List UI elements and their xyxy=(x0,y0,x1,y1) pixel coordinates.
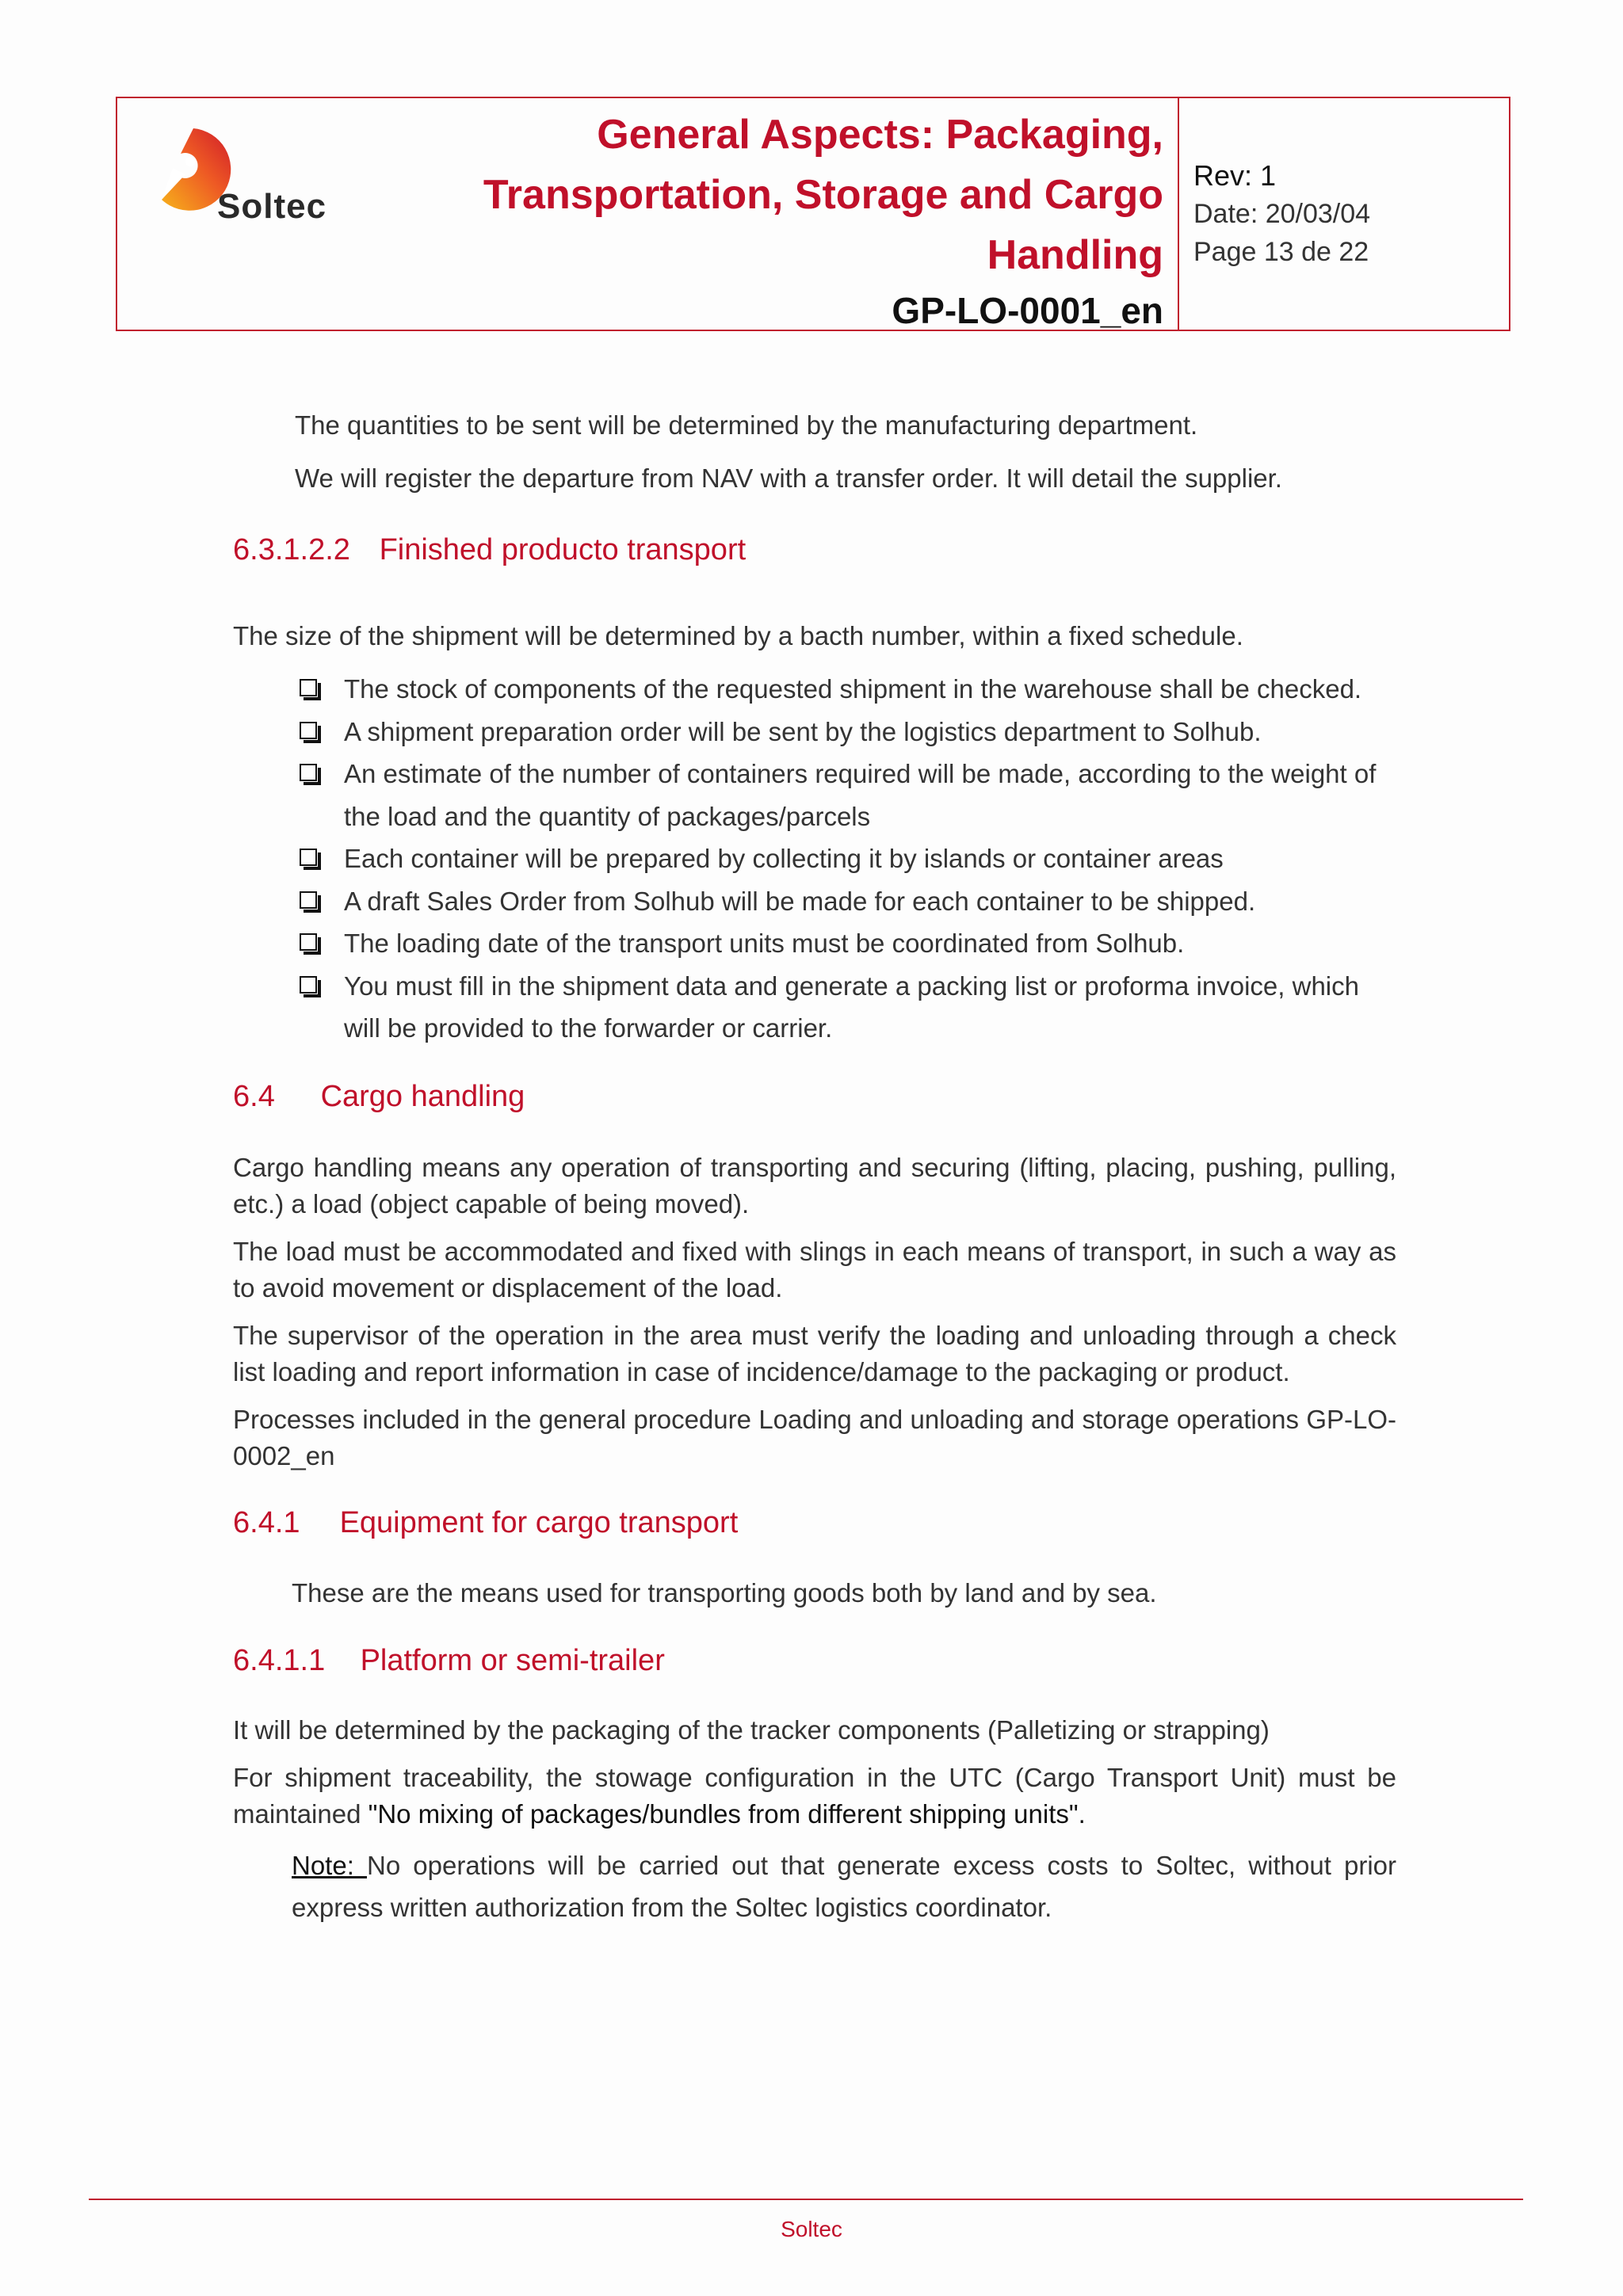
heading-6-4-1-1 xyxy=(233,1640,665,1681)
title-line-3: Handling xyxy=(987,232,1163,278)
heading-text: Platform or semi-trailer xyxy=(360,1644,665,1677)
paragraph: It will be determined by the packaging of the tracker components (Palletizing or strapping) xyxy=(233,1715,1270,1745)
checkbox-icon xyxy=(300,976,317,994)
list-item: The loading date of the transport units must be coordinated from Solhub. xyxy=(295,922,1396,965)
checkbox-icon xyxy=(300,722,317,739)
checkbox-icon xyxy=(300,933,317,951)
checklist xyxy=(295,668,1396,1050)
heading-6-4 xyxy=(233,1076,525,1117)
date: Date: 20/03/04 xyxy=(1193,199,1371,229)
list-item: A shipment preparation order will be sent by the logistics department to Solhub. xyxy=(295,711,1396,753)
paragraph-text: For shipment traceability, the stowage configuration in the UTC (Cargo Transport Unit) must be maintained xyxy=(233,1763,1396,1829)
checkbox-icon xyxy=(300,891,317,909)
document-header xyxy=(116,97,1510,331)
note-label: Note: xyxy=(292,1851,367,1880)
checkbox-icon xyxy=(300,764,317,781)
heading-number: 6.4 xyxy=(233,1080,275,1113)
meta-cell xyxy=(1178,98,1509,330)
quoted-rule: "No mixing of packages/bundles from different shipping units". xyxy=(368,1799,1086,1829)
revision: Rev: 1 xyxy=(1193,159,1277,192)
heading-number: 6.4.1.1 xyxy=(233,1644,326,1677)
logo-cell xyxy=(117,98,327,330)
document-title xyxy=(323,105,1163,285)
paragraph: We will register the departure from NAV with a transfer order. It will detail the supplier. xyxy=(295,463,1282,493)
paragraph: The supervisor of the operation in the area must verify the loading and unloading through a check list loading and report information in case of incidence/damage to the packaging or product. xyxy=(233,1321,1396,1386)
heading-6-3-1-2-2 xyxy=(233,529,746,570)
title-line-2: Transportation, Storage and Cargo xyxy=(483,172,1163,218)
list-item: The stock of components of the requested shipment in the warehouse shall be checked. xyxy=(295,668,1396,711)
checkbox-icon xyxy=(300,679,317,696)
heading-number: 6.3.1.2.2 xyxy=(233,533,350,566)
footer-divider xyxy=(89,2199,1523,2200)
heading-number: 6.4.1 xyxy=(233,1506,300,1539)
title-cell xyxy=(323,98,1178,330)
paragraph: Cargo handling means any operation of transporting and securing (lifting, placing, pushing, pulling, etc.) a load (object capable of being moved). xyxy=(233,1153,1396,1219)
title-line-1: General Aspects: Packaging, xyxy=(597,112,1163,158)
list-item: Each container will be prepared by collecting it by islands or container areas xyxy=(295,837,1396,880)
paragraph: The quantities to be sent will be determined by the manufacturing department. xyxy=(295,410,1198,440)
list-item: An estimate of the number of containers required will be made, according to the weight of the load and the quantity of packages/parcels xyxy=(295,753,1396,837)
footer-text: Soltec xyxy=(781,2217,842,2241)
logo-text: Soltec xyxy=(217,187,327,226)
paragraph xyxy=(233,1760,1396,1833)
heading-text: Finished producto transport xyxy=(379,533,747,566)
note-text: No operations will be carried out that generate excess costs to Soltec, without prior express written authorization from the Soltec logistics coordinator. xyxy=(292,1851,1396,1922)
heading-6-4-1 xyxy=(233,1502,738,1543)
paragraph: These are the means used for transporting goods both by land and by sea. xyxy=(292,1578,1157,1608)
heading-text: Equipment for cargo transport xyxy=(339,1506,739,1539)
page-number: Page 13 de 22 xyxy=(1193,237,1369,267)
heading-text: Cargo handling xyxy=(320,1080,525,1113)
paragraph: Processes included in the general procedure Loading and unloading and storage operations GP-LO-0002_en xyxy=(233,1405,1396,1470)
paragraph: The size of the shipment will be determined by a bacth number, within a fixed schedule. xyxy=(233,621,1243,650)
list-item: A draft Sales Order from Solhub will be made for each container to be shipped. xyxy=(295,880,1396,923)
note-paragraph xyxy=(292,1844,1396,1928)
list-item: You must fill in the shipment data and generate a packing list or proforma invoice, which will be provided to the forwarder or carrier. xyxy=(295,965,1396,1050)
paragraph: The load must be accommodated and fixed with slings in each means of transport, in such a way as to avoid movement or displacement of the load. xyxy=(233,1237,1396,1302)
checkbox-icon xyxy=(300,849,317,866)
document-code: GP-LO-0001_en xyxy=(892,290,1163,331)
